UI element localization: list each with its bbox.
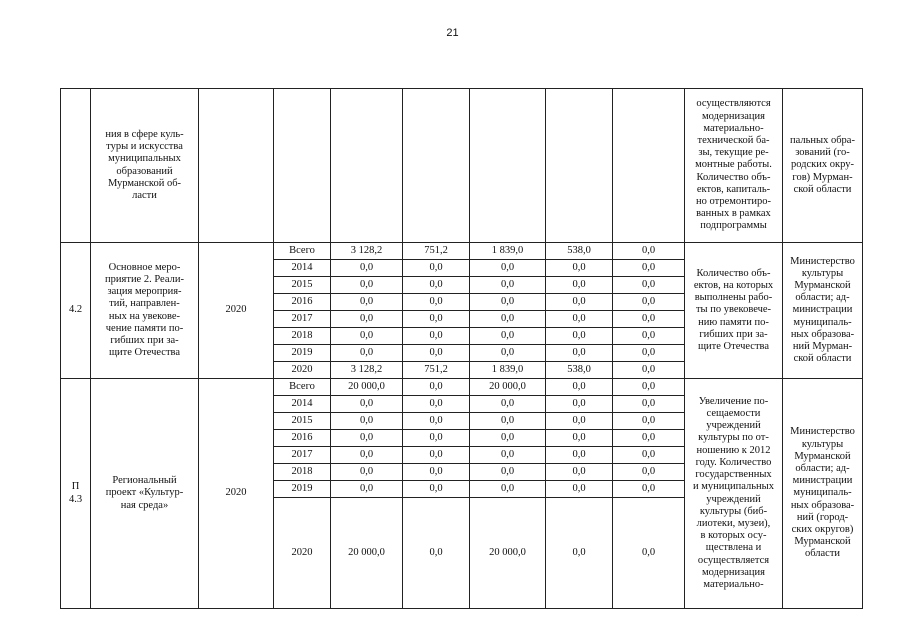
amount-cell: 0,0: [613, 328, 685, 345]
amount-cell: 0,0: [331, 345, 403, 362]
amount-cell: 0,0: [613, 277, 685, 294]
amount-cell: 0,0: [470, 345, 546, 362]
amount-cell: 0,0: [546, 498, 613, 609]
page-number: 21: [446, 27, 459, 39]
amount-cell: 0,0: [470, 413, 546, 430]
amount-cell: 1 839,0: [470, 243, 546, 260]
amount-cell: 0,0: [613, 243, 685, 260]
amount-cell: 0,0: [331, 260, 403, 277]
amount-cell: 0,0: [613, 362, 685, 379]
amount-cell: 538,0: [546, 362, 613, 379]
amount-cell: 0,0: [613, 498, 685, 609]
indicator-cell: Количество объ- ектов, на которых выполнены рабо- ты по увековече- нию памяти по- гибших при за- щите Отечества: [685, 243, 783, 379]
amount-cell: 20 000,0: [331, 379, 403, 396]
amount-cell: 751,2: [403, 362, 470, 379]
amount-cell: 0,0: [546, 311, 613, 328]
amount-cell: 0,0: [403, 328, 470, 345]
amount-cell: 0,0: [403, 498, 470, 609]
amount-cell: 0,0: [403, 311, 470, 328]
amount-cell: 20 000,0: [331, 498, 403, 609]
table-row: [61, 243, 863, 260]
amount-cell: 538,0: [546, 243, 613, 260]
amount-cell: 0,0: [470, 277, 546, 294]
amount-cell: 0,0: [403, 430, 470, 447]
measure-number-cell: 4.2: [61, 243, 91, 379]
year-cell: 2019: [274, 481, 331, 498]
amount-cell: 0,0: [403, 260, 470, 277]
table-row: [61, 379, 863, 396]
amount-cell: 0,0: [403, 277, 470, 294]
year-cell: 2019: [274, 345, 331, 362]
term-cell: 2020: [199, 243, 274, 379]
year-cell: 2020: [274, 498, 331, 609]
year-cell: 2017: [274, 447, 331, 464]
year-cell: 2017: [274, 311, 331, 328]
amount-cell: 0,0: [613, 294, 685, 311]
measure-name-cell: Региональный проект «Культур- ная среда»: [91, 379, 199, 609]
amount-cell: 3 128,2: [331, 362, 403, 379]
amount-cell: [470, 89, 546, 243]
amount-cell: 20 000,0: [470, 498, 546, 609]
amount-cell: 0,0: [470, 311, 546, 328]
measure-name-cell: ния в сфере куль- туры и искусства муниципальных образований Мурманской об- ласти: [91, 89, 199, 243]
amount-cell: [546, 89, 613, 243]
amount-cell: 0,0: [331, 277, 403, 294]
measure-number-cell: П 4.3: [61, 379, 91, 609]
amount-cell: 0,0: [403, 345, 470, 362]
year-cell: 2015: [274, 413, 331, 430]
measure-number-cell: [61, 89, 91, 243]
amount-cell: 0,0: [331, 396, 403, 413]
amount-cell: 0,0: [546, 277, 613, 294]
amount-cell: 0,0: [470, 430, 546, 447]
term-cell: 2020: [199, 379, 274, 609]
amount-cell: 0,0: [403, 413, 470, 430]
executor-cell: Министерство культуры Мурманской области; ад- министрации муниципаль- ных образова- ний Мурман- ской области: [783, 243, 863, 379]
amount-cell: 0,0: [613, 413, 685, 430]
amount-cell: [403, 89, 470, 243]
year-cell: Всего: [274, 379, 331, 396]
amount-cell: [331, 89, 403, 243]
term-cell: [199, 89, 274, 243]
amount-cell: 0,0: [546, 294, 613, 311]
amount-cell: 0,0: [331, 294, 403, 311]
amount-cell: 0,0: [331, 481, 403, 498]
amount-cell: 0,0: [331, 413, 403, 430]
amount-cell: 0,0: [546, 260, 613, 277]
year-cell: 2015: [274, 277, 331, 294]
amount-cell: 0,0: [331, 447, 403, 464]
year-cell: 2014: [274, 396, 331, 413]
amount-cell: [613, 89, 685, 243]
amount-cell: 0,0: [613, 311, 685, 328]
amount-cell: 20 000,0: [470, 379, 546, 396]
amount-cell: 0,0: [470, 260, 546, 277]
amount-cell: 0,0: [403, 396, 470, 413]
amount-cell: 0,0: [331, 464, 403, 481]
amount-cell: 0,0: [470, 464, 546, 481]
amount-cell: 0,0: [470, 481, 546, 498]
amount-cell: 0,0: [613, 447, 685, 464]
amount-cell: 0,0: [546, 396, 613, 413]
amount-cell: 0,0: [403, 481, 470, 498]
amount-cell: 0,0: [546, 464, 613, 481]
amount-cell: 0,0: [613, 396, 685, 413]
amount-cell: 0,0: [613, 481, 685, 498]
amount-cell: 0,0: [331, 311, 403, 328]
year-cell: Всего: [274, 243, 331, 260]
program-table: [60, 88, 863, 609]
amount-cell: 0,0: [546, 430, 613, 447]
amount-cell: 0,0: [613, 379, 685, 396]
amount-cell: 0,0: [546, 328, 613, 345]
year-cell: 2020: [274, 362, 331, 379]
year-cell: 2018: [274, 328, 331, 345]
amount-cell: 0,0: [613, 430, 685, 447]
amount-cell: 0,0: [403, 294, 470, 311]
amount-cell: 0,0: [403, 464, 470, 481]
amount-cell: 0,0: [546, 447, 613, 464]
amount-cell: 0,0: [403, 447, 470, 464]
amount-cell: 0,0: [403, 379, 470, 396]
amount-cell: 0,0: [613, 345, 685, 362]
amount-cell: 751,2: [403, 243, 470, 260]
amount-cell: 0,0: [613, 260, 685, 277]
amount-cell: 0,0: [331, 328, 403, 345]
amount-cell: 0,0: [470, 294, 546, 311]
year-cell: 2016: [274, 430, 331, 447]
amount-cell: 0,0: [470, 396, 546, 413]
amount-cell: 0,0: [546, 379, 613, 396]
amount-cell: 0,0: [470, 447, 546, 464]
amount-cell: 1 839,0: [470, 362, 546, 379]
year-cell: [274, 89, 331, 243]
executor-cell: Министерство культуры Мурманской области; ад- министрации муниципаль- ных образова- ний (город- ских округов) Мурманской области: [783, 379, 863, 609]
amount-cell: 0,0: [546, 345, 613, 362]
amount-cell: 0,0: [331, 430, 403, 447]
measure-name-cell: Основное меро- приятие 2. Реали- зация мероприя- тий, направлен- ных на увекове- чение памяти по- гибших при за- щите Отечества: [91, 243, 199, 379]
amount-cell: 0,0: [470, 328, 546, 345]
indicator-cell: осуществляются модернизация материально- технической ба- зы, текущие ре- монтные работы. Количество объ- ектов, капиталь- но отремонтиро- ванных в рамках подпрограммы: [685, 89, 783, 243]
year-cell: 2016: [274, 294, 331, 311]
year-cell: 2014: [274, 260, 331, 277]
indicator-cell: Увеличение по- сещаемости учреждений культуры по от- ношению к 2012 году. Количество государственных и муниципальных учреждений культуры (биб- лиотеки, музеи), в которых осу- ществлена и осуществляется модернизация материально-: [685, 379, 783, 609]
amount-cell: 0,0: [613, 464, 685, 481]
year-cell: 2018: [274, 464, 331, 481]
amount-cell: 0,0: [546, 481, 613, 498]
amount-cell: 3 128,2: [331, 243, 403, 260]
amount-cell: 0,0: [546, 413, 613, 430]
executor-cell: пальных обра- зований (го- родских окру- гов) Мурман- ской области: [783, 89, 863, 243]
continuation-row: [61, 89, 863, 243]
